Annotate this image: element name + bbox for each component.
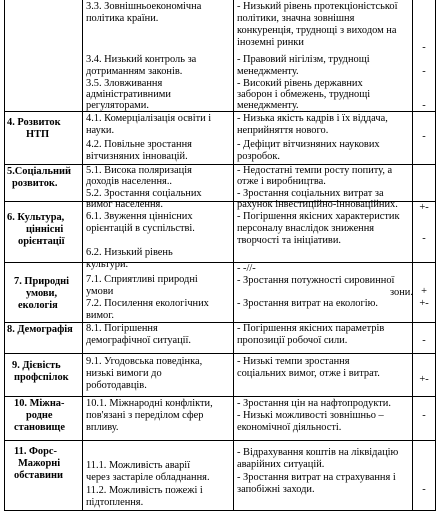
factor-label: орієнтації — [18, 236, 65, 247]
item-text: 7.2. Посилення екологічних — [86, 298, 209, 309]
threat-text: менеджменту. — [237, 100, 299, 111]
threat-text: аварійних ситуацій. — [237, 459, 325, 470]
threat-text: зони. — [390, 287, 413, 298]
item-text: вимог населення. — [86, 199, 163, 210]
threat-text: економічної діяльності. — [237, 422, 342, 433]
factor-table — [4, 0, 436, 512]
impact-mark: - — [422, 335, 426, 346]
threat-text: - Зростання витрат на страхування і — [237, 472, 396, 483]
factor-label: 5.Соціальний — [7, 166, 71, 177]
table-border-right — [435, 0, 436, 511]
table-border-bottom — [4, 510, 435, 511]
impact-mark: - — [422, 233, 426, 244]
item-text: впливу. — [86, 422, 119, 433]
row-divider — [4, 353, 435, 354]
item-text: 6.2. Низький рівень — [86, 247, 173, 258]
item-text: регуляторами. — [86, 100, 149, 111]
item-text: підтоплення. — [86, 497, 144, 508]
item-text: низькі вимоги до — [86, 368, 162, 379]
item-text: через застаріле обладнання. — [86, 472, 210, 483]
threat-text: - Відрахування коштів на ліквідацію — [237, 447, 399, 458]
item-text: науки. — [86, 125, 115, 136]
impact-mark: - — [422, 410, 426, 421]
threat-text: менеджменту. — [237, 66, 299, 77]
item-text: адміністративними — [86, 89, 171, 100]
item-text: 10.1. Міжнародні конфлікти, — [86, 398, 213, 409]
factor-label: родне — [26, 410, 53, 421]
item-text: орієнтацій в суспільстві. — [86, 223, 195, 234]
item-text: 9.1. Угодовська поведінка, — [86, 356, 203, 367]
impact-mark: - — [422, 66, 426, 77]
threat-text: творчості та ініціативи. — [237, 235, 341, 246]
factor-label: 7. Природні — [14, 276, 70, 287]
item-text: вимог. — [86, 310, 114, 321]
threat-text: - Зростання соціальних витрат за — [237, 188, 384, 199]
factor-label: 4. Розвиток — [7, 117, 61, 128]
item-text: 3.3. Зовнішньоекономічна — [86, 1, 202, 12]
item-text: 4.1. Комерціалізація освіти і — [86, 113, 212, 124]
factor-label: Мажорні — [18, 458, 61, 469]
factor-label: ціннісні — [26, 224, 64, 235]
threat-text: - -//- — [237, 263, 256, 274]
threat-text: запобіжні заходи. — [237, 484, 315, 495]
threat-text: - Високий рівень державних — [237, 78, 363, 89]
item-text: 4.2. Повільне зростання — [86, 139, 192, 150]
factor-label: НТП — [26, 129, 50, 140]
factor-label: 11. Форс- — [14, 446, 57, 457]
threat-text: - Зростання цін на нафтопродукти. — [237, 398, 391, 409]
impact-mark: - — [422, 42, 426, 53]
column-divider — [412, 0, 413, 511]
item-text: 5.1. Висока поляризація — [86, 165, 192, 176]
factor-label: 10. Міжна- — [14, 398, 65, 409]
threat-text: - Низькі можливості зовнішньо – — [237, 410, 384, 421]
factor-label: розвиток. — [12, 178, 58, 189]
threat-text: - Зростання витрат на екологію. — [237, 298, 378, 309]
item-text: демографічної ситуації. — [86, 335, 192, 346]
threat-text: - Дефіцит вітчизняних наукових — [237, 139, 380, 150]
factor-label: обставини — [14, 470, 64, 481]
table-border-left — [4, 0, 5, 511]
item-text: 11.1. Можливість аварії — [86, 460, 191, 471]
factor-label: профспілок — [14, 372, 69, 383]
item-text: 3.5. Зловживання — [86, 78, 163, 89]
item-text: 11.2. Можливість пожежі і — [86, 485, 203, 496]
impact-mark: - — [422, 131, 426, 142]
threat-text: конкуренція, труднощі з виходом на — [237, 25, 397, 36]
factor-label: умови, — [26, 288, 58, 299]
impact-mark: +- — [419, 374, 429, 385]
item-text: дотриманням законів. — [86, 66, 183, 77]
threat-text: - Зростання потужності сировинної — [237, 275, 395, 286]
item-text: роботодавців. — [86, 380, 147, 391]
threat-text: - Недостатні темпи росту попиту, а — [237, 165, 393, 176]
threat-text: рахунок інвестиційно-інноваційних. — [237, 199, 398, 210]
threat-text: політики, значна зовнішня — [237, 13, 355, 24]
item-text: вітчизняних інновацій. — [86, 151, 188, 162]
item-text: культури. — [86, 259, 129, 270]
threat-text: заборон і обмежень, труднощі — [237, 89, 371, 100]
column-divider — [233, 0, 234, 511]
row-divider — [4, 396, 435, 397]
threat-text: - Правовий нігілізм, труднощі — [237, 54, 370, 65]
row-divider — [4, 262, 435, 263]
threat-text: отже і виробництва. — [237, 176, 326, 187]
item-text: доходів населення.. — [86, 176, 173, 187]
factor-label: становище — [14, 422, 65, 433]
item-text: пов'язані з переділом сфер — [86, 410, 204, 421]
threat-text: - Низька якість кадрів і їх віддача, — [237, 113, 388, 124]
impact-mark: - — [422, 484, 426, 495]
factor-label: 9. Дієвість — [12, 360, 61, 371]
impact-mark: +- — [419, 202, 429, 213]
threat-text: - Погіршення якісних характеристик — [237, 211, 400, 222]
column-divider — [82, 0, 83, 511]
threat-text: - Низькі темпи зростання — [237, 356, 350, 367]
threat-text: - Низький рівень протекціоністської — [237, 1, 398, 12]
threat-text: неприйняття нового. — [237, 125, 329, 136]
item-text: 6.1. Звуження ціннісних — [86, 211, 193, 222]
item-text: 3.4. Низький контроль за — [86, 54, 197, 65]
threat-text: пропозиції робочої сили. — [237, 335, 348, 346]
factor-label: 6. Культура, — [7, 212, 65, 223]
threat-text: соціальних вимог, отже і витрат. — [237, 368, 380, 379]
threat-text: іноземні ринки — [237, 37, 304, 48]
factor-label: екологія — [18, 300, 58, 311]
item-text: 7.1. Сприятливі природні — [86, 274, 198, 285]
row-divider — [4, 440, 435, 441]
row-divider — [4, 111, 435, 112]
item-text: 5.2. Зростання соціальних — [86, 188, 202, 199]
item-text: політика країни. — [86, 13, 159, 24]
threat-text: персоналу внаслідок зниження — [237, 223, 375, 234]
impact-mark: + — [421, 286, 427, 297]
threat-text: - Погіршення якісних параметрів — [237, 323, 385, 334]
impact-mark: +- — [419, 298, 429, 309]
impact-mark: - — [422, 100, 426, 111]
threat-text: розробок. — [237, 151, 281, 162]
factor-label: 8. Демографія — [7, 324, 73, 335]
item-text: умови — [86, 286, 114, 297]
item-text: 8.1. Погіршення — [86, 323, 158, 334]
